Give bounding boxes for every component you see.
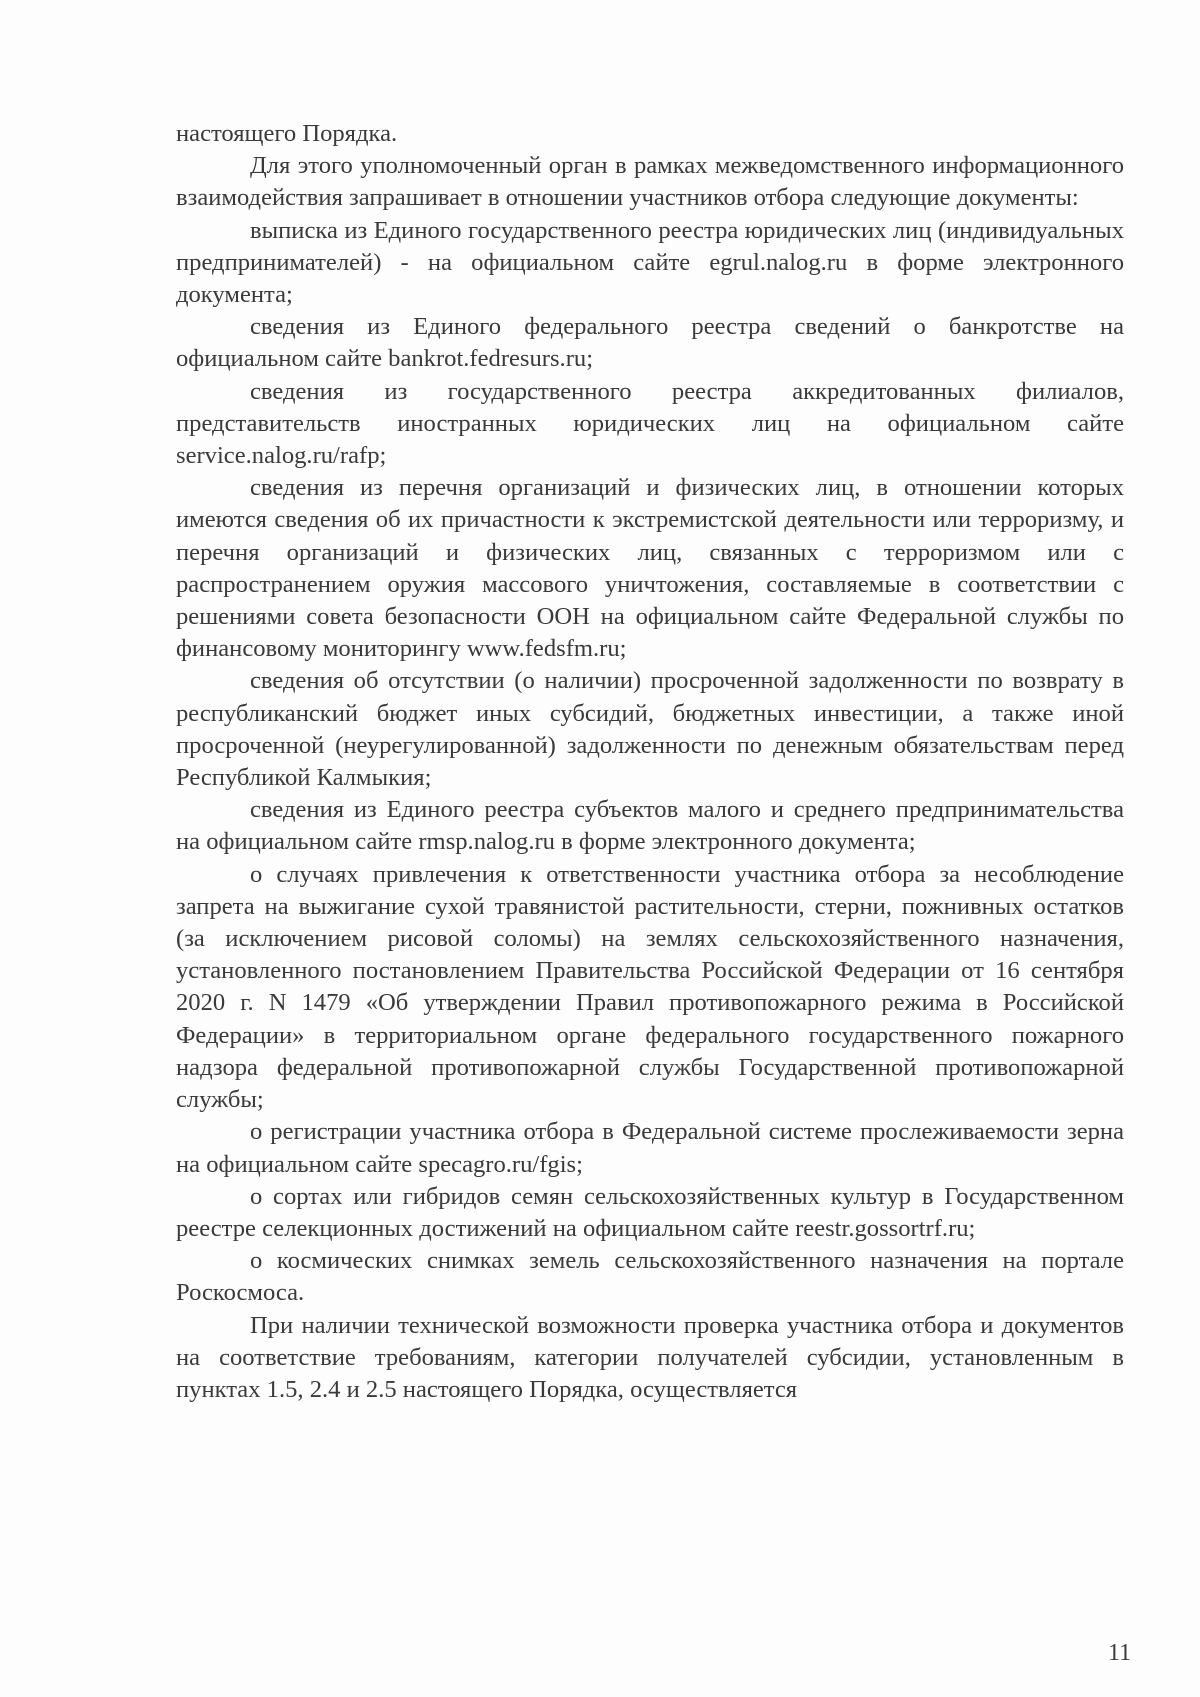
paragraph: о случаях привлечения к ответственности участника отбора за несоблюдение запрета на выжигание сухой травянистой растительности, стерни, пожнивных остатков (за исключением рисовой соломы) на землях сельскохозяйственного назначения, установленного постановлением Правительства Российской Федерации от 16 сентября 2020 г. N 1479 «Об утверждении Правил противопожарного режима в Российской Федерации» в территориальном органе федерального государственного пожарного надзора федеральной противопожарной службы Государственной противопожарной службы; <box>176 860 1124 1114</box>
paragraph: настоящего Порядка. <box>176 120 398 147</box>
paragraph: При наличии технической возможности проверка участника отбора и документов на соответствие требованиям, категории получателей субсидии, установленным в пунктах 1.5, 2.4 и 2.5 настоящего Порядка, осуществляется <box>176 1311 1124 1403</box>
page-number: 11 <box>1108 1640 1132 1666</box>
paragraph: сведения из Единого реестра субъектов малого и среднего предпринимательства на официальном сайте rmsp.nalog.ru в форме электронного документа; <box>176 796 1124 856</box>
paragraph: о регистрации участника отбора в Федеральной системе прослеживаемости зерна на официальном сайте specagro.ru/fgis; <box>176 1118 1124 1178</box>
paragraph: сведения из перечня организаций и физических лиц, в отношении которых имеются сведения об их причастности к экстремистской деятельности или терроризму, и перечня организаций и физических лиц, связанных с терроризмом или с распространением оружия массового уничтожения, составляемые в соответствии с решениями совета безопасности ООН на официальном сайте Федеральной службы по финансовому мониторингу www.fedsfm.ru; <box>176 474 1124 663</box>
paragraph: о сортах или гибридов семян сельскохозяйственных культур в Государственном реестре селекционных достижений на официальном сайте reestr.gossortrf.ru; <box>176 1182 1124 1242</box>
paragraph: о космических снимках земель сельскохозяйственного назначения на портале Роскосмоса. <box>176 1247 1124 1307</box>
paragraph: сведения об отсутствии (о наличии) просроченной задолженности по возврату в республиканский бюджет иных субсидий, бюджетных инвестиции, а также иной просроченной (неурегулированной) задолженности по денежным обязательствам перед Республикой Калмыкия; <box>176 667 1124 792</box>
document-body <box>176 118 1124 1406</box>
paragraph: сведения из государственного реестра аккредитованных филиалов, представительств иностранных юридических лиц на официальном сайте service.nalog.ru/rafp; <box>176 377 1124 470</box>
paragraph: выписка из Единого государственного реестра юридических лиц (индивидуальных предпринимателей) - на официальном сайте egrul.nalog.ru в форме электронного документа; <box>176 216 1124 309</box>
paragraph: сведения из Единого федерального реестра сведений о банкротстве на официальном сайте bankrot.fedresurs.ru; <box>176 313 1124 373</box>
paragraph: Для этого уполномоченный орган в рамках межведомственного информационного взаимодействия запрашивает в отношении участников отбора следующие документы: <box>176 152 1124 212</box>
